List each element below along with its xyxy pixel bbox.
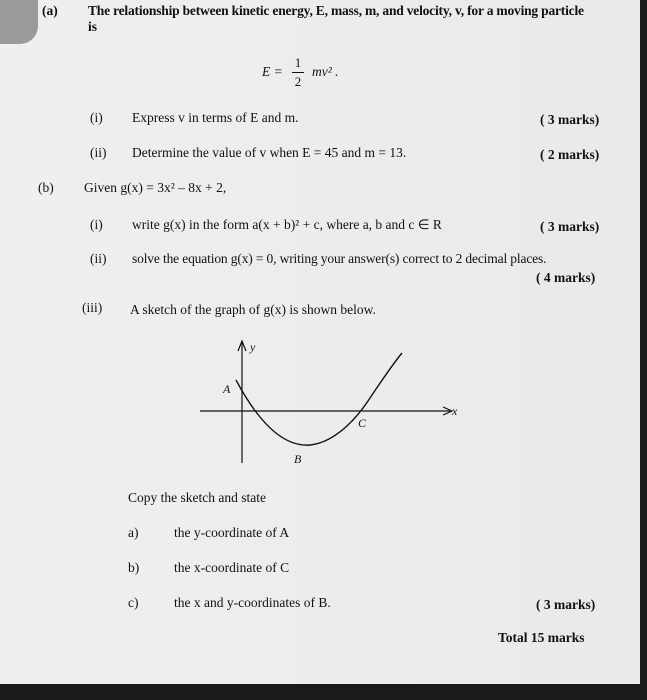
subpart-c-label: c) [128,595,139,610]
sketch-label-a: A [223,382,231,396]
part-a-intro-line2: is [88,19,98,34]
sketch-label-b: B [294,452,302,466]
question-a-i-number: (i) [90,110,103,125]
question-b-iii-number: (iii) [82,300,103,315]
question-b-ii-marks: ( 4 marks) [536,270,596,285]
question-a-i-marks: ( 3 marks) [540,112,600,127]
part-a-intro-line1: The relationship between kinetic energy, E, mass, m, and velocity, v, for a moving particle [88,3,584,18]
sketch-label-c: C [358,416,367,430]
subpart-b-label: b) [128,560,140,575]
question-b-i-marks: ( 3 marks) [540,219,600,234]
right-border [640,0,647,700]
question-b-i-text: write g(x) in the form a(x + b)² + c, where a, b and c ∈ R [132,217,442,232]
formula-lhs: E = [262,64,283,79]
copy-sketch-text: Copy the sketch and state [128,490,266,505]
question-a-ii-number: (ii) [90,145,107,160]
question-a-ii-text: Determine the value of v when E = 45 and m = 13. [132,145,407,160]
subpart-c-text: the x and y-coordinates of B. [174,595,331,610]
question-b-iii-marks: ( 3 marks) [536,597,596,612]
part-a-label: (a) [42,3,58,18]
subpart-b-text: the x-coordinate of C [174,560,290,575]
quadratic-sketch [190,335,470,470]
sketch-label-x: x [452,404,458,418]
total-marks: Total 15 marks [498,630,585,645]
subpart-a-text: the y-coordinate of A [174,525,290,540]
question-a-ii-marks: ( 2 marks) [540,147,600,162]
page-corner [0,0,38,44]
question-b-ii-text: solve the equation g(x) = 0, writing your answer(s) correct to 2 decimal places. [132,251,547,266]
question-b-ii-number: (ii) [90,251,107,266]
question-a-i-text: Express v in terms of E and m. [132,110,299,125]
parabola-curve [236,353,402,445]
question-b-iii-text: A sketch of the graph of g(x) is shown below. [130,302,376,317]
formula-numerator: 1 [294,55,302,70]
formula-rhs: mv² . [312,64,339,79]
question-b-i-number: (i) [90,217,103,232]
formula-denominator: 2 [294,74,302,89]
sketch-label-y: y [250,340,256,354]
part-b-label: (b) [38,180,54,195]
formula-fraction [292,55,304,90]
part-b-given: Given g(x) = 3x² – 8x + 2, [84,180,227,195]
subpart-a-label: a) [128,525,139,540]
bottom-border [0,684,647,700]
